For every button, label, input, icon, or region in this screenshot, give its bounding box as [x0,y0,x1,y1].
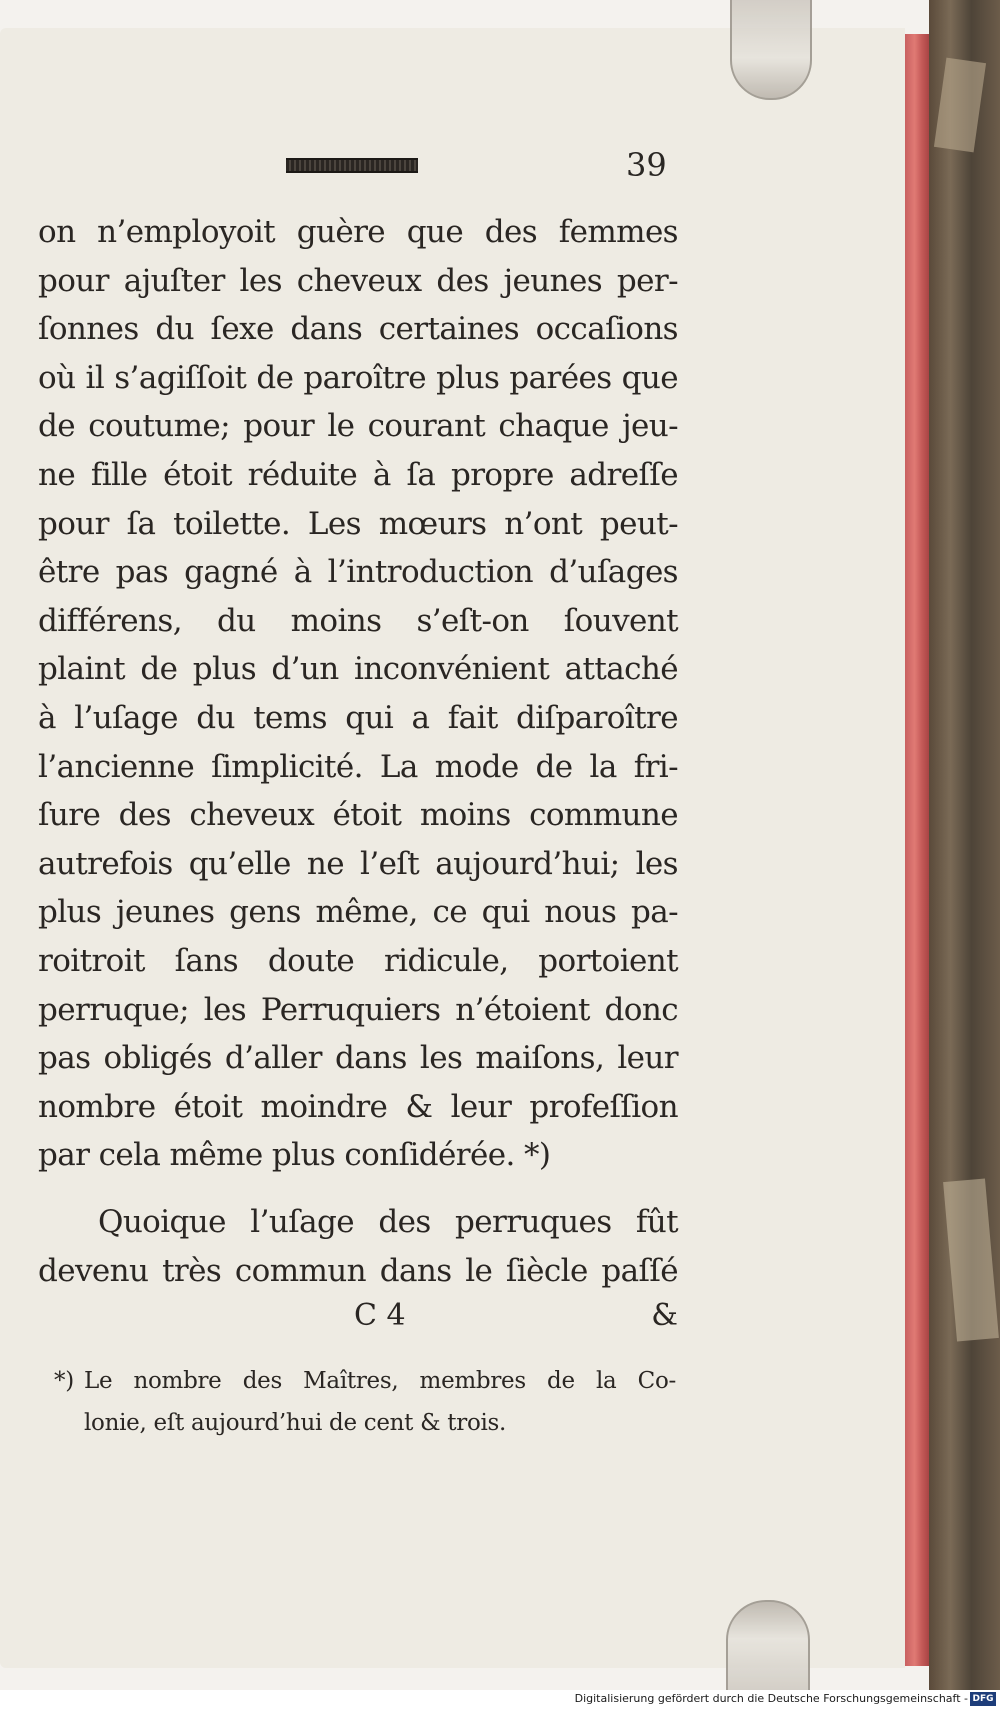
text-line: par cela même plus conſidérée. *) [38,1137,551,1174]
text-line: Quoique l’uſage des perruques fût [98,1204,678,1240]
text-line: pour ſa toilette. Les mœurs n’ont peut- [38,505,678,542]
text-line: ſure des cheveux étoit moins commune [38,797,678,834]
text-line: plaint de plus d’un inconvénient attaché [38,651,678,688]
text-line: où il s’agiſſoit de paroître plus parées que [38,359,678,396]
text-line: devenu très commun dans le ſiècle paſſé [38,1252,678,1289]
footnote-marker: *) [54,1368,74,1394]
page-number: 39 [626,146,667,184]
catchword: & [651,1298,678,1333]
text-line: pas obligés d’aller dans les maiſons, leur [38,1040,678,1077]
text-line: roitroit ſans doute ridicule, portoient [38,942,678,979]
text-line: plus jeunes gens même, ce qui nous pa- [38,894,678,931]
text-line: nombre étoit moindre & leur profeſſion [38,1088,678,1125]
text-line: de coutume; pour le courant chaque jeu- [38,408,678,445]
signature-mark: C 4 [354,1298,406,1333]
footnote-line: lonie, eſt aujourd’hui de cent & trois. [84,1410,507,1436]
footnote-line: Le nombre des Maîtres, membres de la Co- [84,1368,676,1394]
text-line: perruque; les Perruquiers n’étoient donc [38,991,678,1028]
text-line: ne fille étoit réduite à ſa propre adreſſe [38,456,678,493]
text-line: ſonnes du ſexe dans certaines occaſions [38,311,678,348]
text-line: à l’uſage du tems qui a fait diſparoître [38,699,678,736]
header-ornament-rule [286,158,418,173]
footnote [54,1360,676,1444]
text-line: être pas gagné à l’introduction d’uſages [38,554,678,591]
signature-row [38,1296,678,1340]
digitization-credit: Digitalisierung gefördert durch die Deutsche Forschungsgemeinschaft - [574,1692,968,1705]
text-line: l’ancienne ſimplicité. La mode de la fri- [38,748,678,785]
book-clamp-top [730,0,812,100]
red-page-edge [905,34,929,1666]
text-line: différens, du moins s’eſt-on ſouvent [38,602,678,639]
text-line: autrefois qu’elle ne l’eſt aujourd’hui; les [38,845,678,882]
book-clamp-bottom [726,1600,810,1696]
second-paragraph [38,1198,678,1295]
book-cover-edge [929,0,1000,1700]
text-line: pour ajuſter les cheveux des jeunes per- [38,262,678,299]
text-line: on n’employoit guère que des femmes [38,214,678,250]
main-paragraph [38,208,678,1180]
dfg-logo: DFG [970,1692,996,1706]
